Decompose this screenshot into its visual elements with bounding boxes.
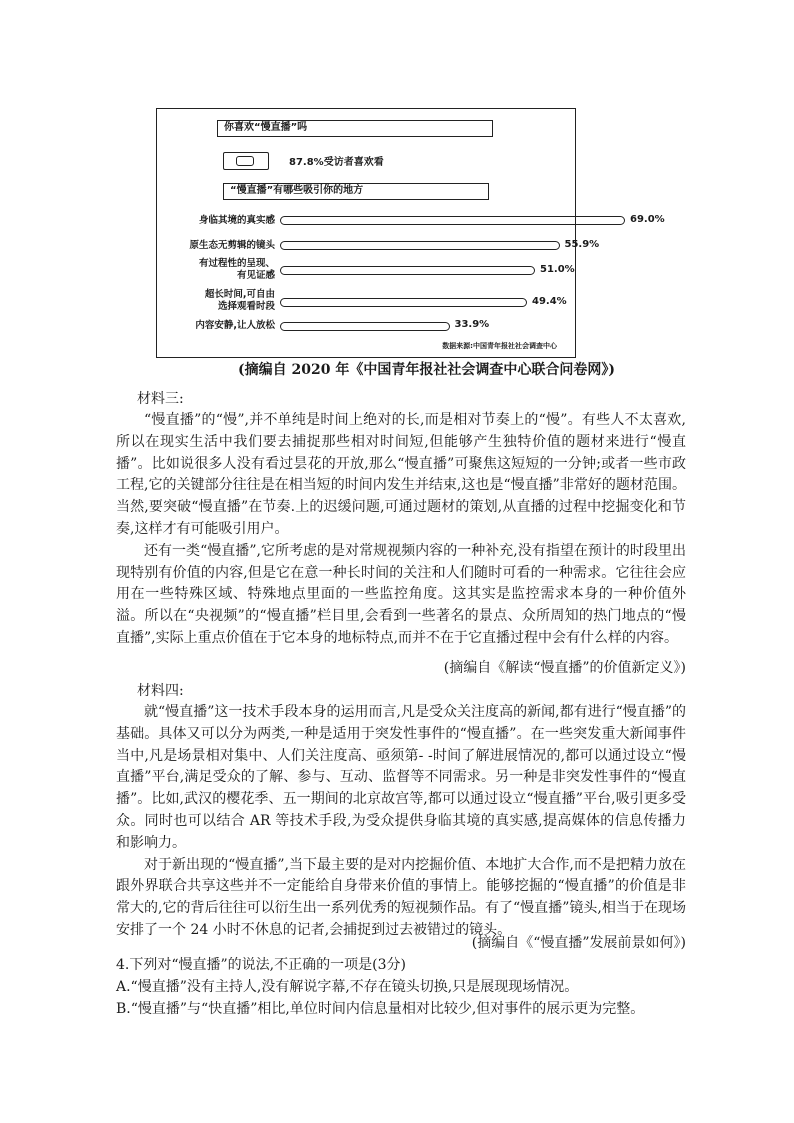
material4-source: (摘编自《“慢直播”发展前景如何》) bbox=[471, 935, 686, 951]
material3-heading: 材料三: bbox=[137, 391, 184, 407]
chart-source-note: 数据来源:中国青年报社社会调查中心 bbox=[442, 342, 557, 350]
question-stem: 4.下列对“慢直播”的说法,不正确的一项是(3分) bbox=[116, 957, 406, 973]
material3-source: (摘编自《解读“慢直播”的价值新定义》) bbox=[443, 660, 686, 676]
bar-label: 身临其境的真实感 bbox=[198, 215, 275, 226]
question1-header: 你喜欢“慢直播”吗 bbox=[217, 120, 493, 137]
option-a: A.“慢直播”没有主持人,没有解说字幕,不存在镜头切换,只是展现现场情况。 bbox=[116, 979, 579, 995]
bar-value: 33.9% bbox=[454, 319, 490, 330]
material3-body bbox=[116, 410, 686, 650]
question2-header: “慢直播”有哪些吸引你的地方 bbox=[223, 183, 489, 200]
bar-value: 69.0% bbox=[630, 214, 665, 225]
bar bbox=[280, 216, 625, 225]
material4-heading: 材料四: bbox=[137, 683, 184, 699]
bar-value: 51.0% bbox=[540, 264, 575, 275]
bar bbox=[280, 322, 450, 331]
paragraph: “慢直播”的“慢”,并不单纯是时间上绝对的长,而是相对节奏上的“慢”。有些人不太喜欢,所以在现实生活中我们要去捕捉那些相对时间短,但能够产生独特价值的题材来进行“慢直播”。比如说很多人没有看过昙花的开放,那么“慢直播”可聚焦这短短的一分钟;或者一些市政工程,它的关键部分往往是在相当短的时间内发生并结束,这也是“慢直播”非常好的题材范围。当然,要突破“慢直播”在节奏.上的迟缓问题,可通过题材的策划,从直播的过程中挖掘变化和节奏,这样才有可能吸引用户。 bbox=[116, 412, 686, 537]
bar-label: 有过程性的呈现、 有见证感 bbox=[198, 258, 275, 281]
video-camera-icon bbox=[223, 152, 269, 170]
material4-body bbox=[116, 702, 686, 942]
bar-label: 超长时间,可自由 选择观看时段 bbox=[204, 289, 275, 312]
bar bbox=[280, 266, 535, 275]
bar-value: 55.9% bbox=[564, 239, 600, 250]
option-b: B.“慢直播”与“快直播”相比,单位时间内信息量相对比较少,但对事件的展示更为完整。 bbox=[116, 1001, 645, 1017]
survey-chart bbox=[156, 108, 665, 358]
paragraph: 对于新出现的“慢直播”,当下最主要的是对内挖掘价值、本地扩大合作,而不是把精力放在跟外界联合共享这些并不一定能给自身带来价值的事情上。能够挖掘的“慢直播”的价值是非常大的,它的背后往往可以衍生出一系列优秀的短视频作品。有了“慢直播”镜头,相当于在现场安排了一个 24 小时不休息的记者,会捕捉到过去被错过的镜头。 bbox=[116, 856, 686, 938]
bar-value: 49.4% bbox=[532, 296, 567, 307]
bar-label: 内容安静,让人放松 bbox=[195, 320, 275, 331]
bar bbox=[280, 241, 560, 250]
liked-percentage: 87.8%受访者喜欢看 bbox=[289, 157, 384, 168]
bar-label: 原生态无剪辑的镜头 bbox=[189, 240, 275, 251]
bar bbox=[280, 298, 527, 307]
paragraph: 还有一类“慢直播”,它所考虑的是对常规视频内容的一种补充,没有指望在预计的时段里出现特别有价值的内容,但是它在意一种长时间的关注和人们随时可看的一种需求。它往往会应用在一些特殊区域、特殊地点里面的一些监控角度。这其实是监控需求本身的一种价值外溢。所以在“央视频”的“慢直播”栏目里,会看到一些著名的景点、众所周知的热门地点的“慢直播”,实际上重点价值在于它本身的地标特点,而并不在于它直播过程中会有什么样的内容。 bbox=[116, 542, 686, 646]
paragraph: 就“慢直播”这一技术手段本身的运用而言,凡是受众关注度高的新闻,都有进行“慢直播”的基础。具体又可以分为两类,一种是适用于突发性事件的“慢直播”。在一些突发重大新闻事件当中,凡是场景相对集中、人们关注度高、亟须第- -时间了解进展情况的,都可以通过设立“慢直播”平台,满足受众的了解、参与、互动、监督等不同需求。另一种是非突发性事件的“慢直播”。比如,武汉的樱花季、五一期间的北京故宫等,都可以通过设立“慢直播”平台,吸引更多受众。同时也可以结合 AR 等技术手段,为受众提供身临其境的真实感,提高媒体的信息传播力和影响力。 bbox=[116, 704, 686, 851]
figure-caption: (摘编自 2020 年《中国青年报社社会调查中心联合问卷网》) bbox=[238, 362, 615, 378]
